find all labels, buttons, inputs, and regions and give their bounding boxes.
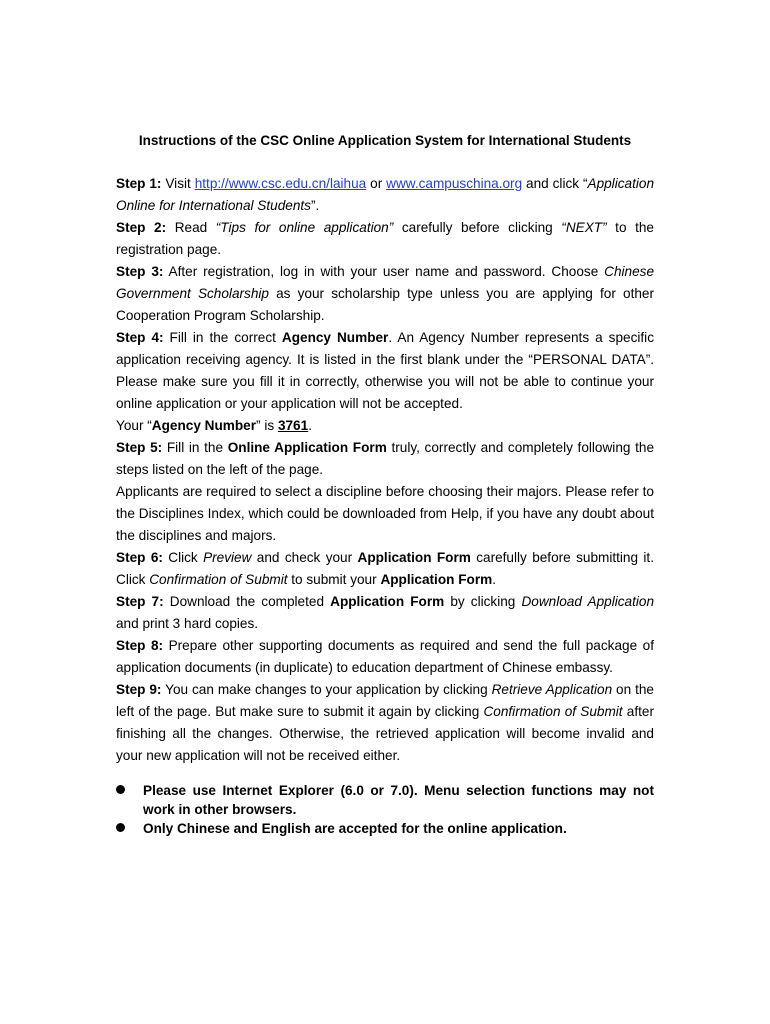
step-text: . (492, 572, 496, 587)
step-text: Visit (161, 176, 195, 191)
note-text: Only Chinese and English are accepted for the online application. (143, 821, 567, 836)
agency-text: Your “ (116, 418, 152, 433)
step-text: and print 3 hard copies. (116, 616, 259, 631)
step-label: Step 5: (116, 440, 163, 455)
step-text: Fill in the (162, 440, 228, 455)
step-6 (116, 547, 654, 591)
bold-term: Application Form (357, 550, 471, 565)
step-text: on the left of the page. But make sure to submit it again by clicking (116, 682, 654, 719)
step-text: or (366, 176, 387, 191)
step-1 (116, 173, 654, 217)
note-item (116, 819, 654, 838)
step-4 (116, 327, 654, 415)
step-text: . An Agency Number represents a specific application receiving agency. It is listed in the first blank under the “PERSONAL DATA”. Please make sure you fill it in correctly, otherwise you will not be able to continue your online application or your application will not be accepted. (116, 330, 655, 411)
step-text: by clicking (444, 594, 522, 609)
menu-item-ref: Confirmation of Submit (483, 704, 623, 719)
step-5-note: Applicants are required to select a discipline before choosing their majors. Please refer to the Disciplines Index, which could be downloaded from Help, if you have any doubt about the disciplines and majors. (116, 484, 654, 543)
bold-term: Online Application Form (227, 440, 387, 455)
step-text: truly, correctly and completely following the steps listed on the left of the page. (116, 440, 655, 477)
step-label: Step 3: (116, 264, 164, 279)
step-text: Download the completed (163, 594, 331, 609)
csc-link[interactable]: http://www.csc.edu.cn/laihua (194, 176, 367, 191)
bold-term: Application Form (380, 572, 493, 587)
bullet-icon (116, 823, 125, 832)
step-label: Step 2: (116, 220, 167, 235)
bold-term: Application Form (330, 594, 445, 609)
step-8 (116, 635, 654, 679)
step-text: after finishing all the changes. Otherwise, the retrieved application will become invalid and your new application will not be received either. (116, 704, 654, 763)
step-7 (116, 591, 654, 635)
agency-number-line (116, 415, 654, 437)
step-label: Step 1: (116, 176, 162, 191)
step-text: Click (162, 550, 204, 565)
step-5 (116, 437, 654, 481)
menu-item-ref: Confirmation of Submit (149, 572, 288, 587)
menu-item-ref: “Tips for online application” (215, 220, 394, 235)
step-label: Step 9: (116, 682, 162, 697)
bold-term: Agency Number (151, 418, 257, 433)
step-text: and check your (251, 550, 358, 565)
step-text: and click “ (522, 176, 588, 191)
step-label: Step 6: (116, 550, 163, 565)
bold-term: Agency Number (281, 330, 389, 345)
step-text: to the registration page. (116, 220, 654, 257)
step-text: carefully before clicking (393, 220, 562, 235)
menu-item-ref: Download Application (521, 594, 655, 609)
campuschina-link[interactable]: www.campuschina.org (386, 176, 523, 191)
step-text: You can make changes to your application by clicking (161, 682, 492, 697)
menu-item-ref: Application Online for International Students (116, 176, 655, 213)
step-text: After registration, log in with your user name and password. Choose (163, 264, 605, 279)
step-9 (116, 679, 654, 767)
step-text: Read (166, 220, 216, 235)
bullet-icon (116, 785, 125, 794)
step-text: as your scholarship type unless you are applying for other Cooperation Program Scholarship. (116, 286, 655, 323)
instructions-body (116, 173, 654, 838)
menu-item-ref: “NEXT” (561, 220, 607, 235)
menu-item-ref: Chinese Government Scholarship (116, 264, 654, 301)
step-3 (116, 261, 654, 327)
menu-item-ref: Retrieve Application (491, 682, 613, 697)
notes-list (116, 781, 654, 838)
step-label: Step 4: (116, 330, 164, 345)
agency-text: ” is (256, 418, 278, 433)
step-text: ”. (310, 198, 320, 213)
note-text: Please use Internet Explorer (6.0 or 7.0). Menu selection functions may not work in other browsers. (143, 783, 654, 817)
note-item (116, 781, 654, 819)
step-label: Step 7: (116, 594, 164, 609)
step-text: Fill in the correct (163, 330, 282, 345)
document-title: Instructions of the CSC Online Application System for International Students (138, 133, 632, 148)
step-text: carefully before submitting it. Click (116, 550, 654, 587)
step-label: Step 8: (116, 638, 164, 653)
menu-item-ref: Preview (203, 550, 252, 565)
step-text: Prepare other supporting documents as required and send the full package of application documents (in duplicate) to education department of Chinese embassy. (116, 638, 654, 675)
agency-number: 3761 (277, 418, 309, 433)
step-2 (116, 217, 654, 261)
agency-text: . (308, 418, 312, 433)
step-text: to submit your (287, 572, 381, 587)
